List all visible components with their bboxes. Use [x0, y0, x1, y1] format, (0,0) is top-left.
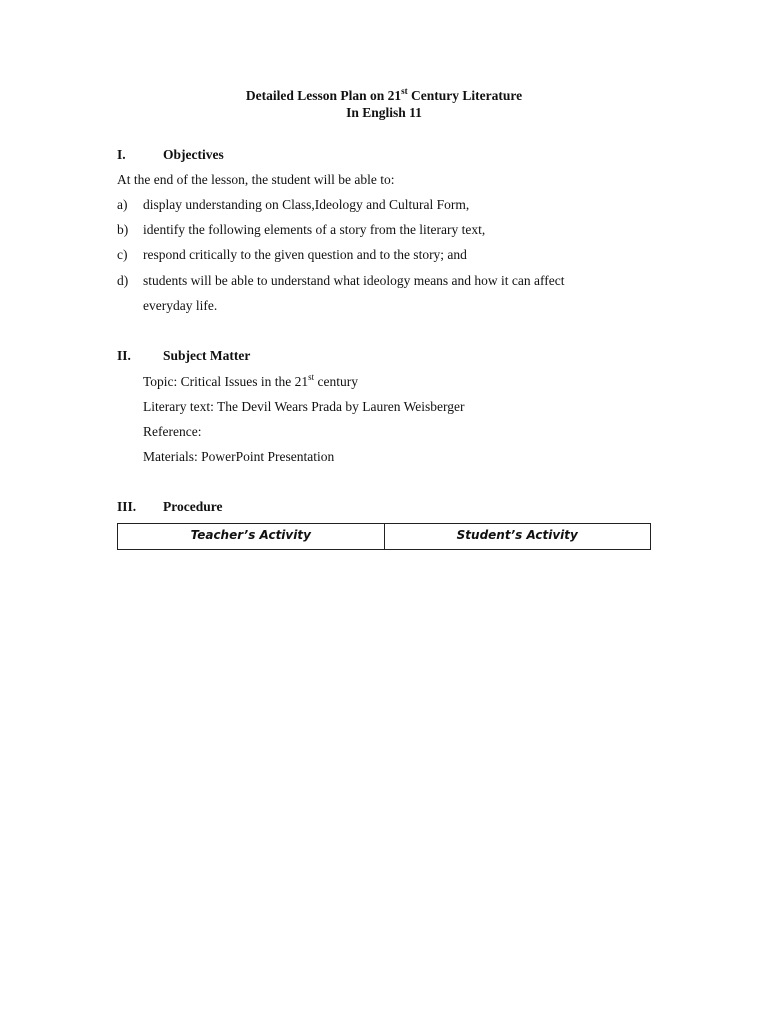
title-text: Detailed Lesson Plan on 21	[245, 88, 402, 103]
section-heading-objectives	[117, 147, 224, 163]
list-item: display understanding on Class,Ideology and Cultural Form,	[143, 197, 470, 212]
list-marker: a)	[117, 197, 128, 212]
section-heading-subject-matter	[117, 348, 250, 364]
list-marker: d)	[117, 273, 129, 288]
section-numeral: II.	[117, 348, 131, 363]
literary-text-line: Literary text: The Devil Wears Prada by Lauren Weisberger	[143, 399, 465, 414]
section-numeral: III.	[117, 499, 137, 514]
table-header-student-activity: Student’s Activity	[384, 524, 651, 549]
list-item: students will be able to understand what ideology means and how it can affect	[143, 273, 565, 288]
document-subtitle: In English 11	[346, 105, 422, 120]
list-item: respond critically to the given question and to the story; and	[143, 247, 467, 262]
reference-line: Reference:	[143, 424, 202, 439]
list-marker: b)	[117, 222, 129, 237]
section-title: Procedure	[163, 499, 223, 514]
topic-line	[143, 371, 359, 390]
procedure-table	[117, 523, 651, 550]
title-text-rest: Century Literature	[407, 88, 523, 103]
topic-text-rest: century	[314, 374, 359, 389]
section-numeral: I.	[117, 147, 126, 162]
list-marker: c)	[117, 247, 128, 262]
materials-line: Materials: PowerPoint Presentation	[143, 449, 335, 464]
topic-text: Topic: Critical Issues in the 21	[143, 374, 309, 389]
list-item-continuation: everyday life.	[143, 298, 218, 313]
objectives-intro: At the end of the lesson, the student will be able to:	[117, 172, 395, 187]
table-header-teacher-activity: Teacher’s Activity	[190, 528, 311, 542]
topic-superscript: st	[308, 371, 315, 382]
section-heading-procedure	[117, 499, 222, 515]
section-title: Subject Matter	[163, 348, 251, 363]
title-superscript: st	[401, 85, 408, 96]
document-title	[117, 85, 651, 104]
section-title: Objectives	[163, 147, 224, 162]
list-item: identify the following elements of a story from the literary text,	[143, 222, 486, 237]
